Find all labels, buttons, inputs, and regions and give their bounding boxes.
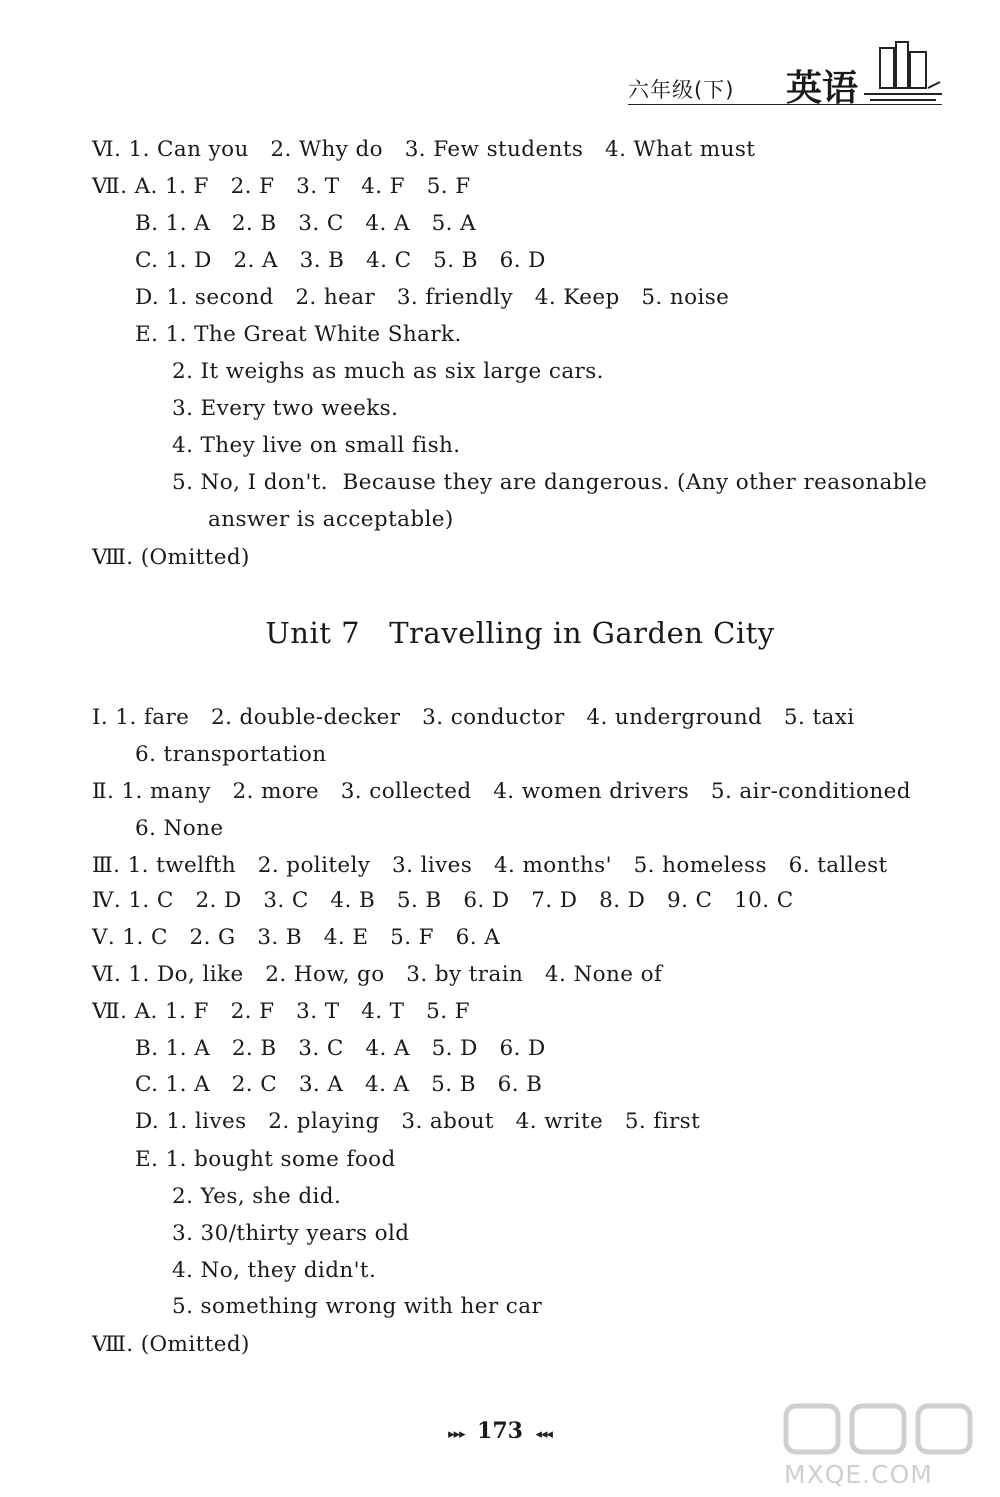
answer-line: C. 1. A 2. C 3. A 4. A 5. B 6. B [135, 1072, 543, 1097]
answer-line: Ⅵ. 1. Do, like 2. How, go 3. by train 4. None of [92, 962, 663, 987]
answer-line: D. 1. second 2. hear 3. friendly 4. Keep 5. noise [135, 285, 730, 310]
answer-line: C. 1. D 2. A 3. B 4. C 5. B 6. D [135, 248, 546, 273]
answer-line: 5. something wrong with her car [172, 1294, 543, 1319]
answer-line: Ⅳ. 1. C 2. D 3. C 4. B 5. B 6. D 7. D 8. D 9. C 10. C [92, 888, 794, 913]
watermark [780, 1400, 990, 1492]
answer-line: 2. Yes, she did. [172, 1184, 342, 1209]
answer-line: Ⅶ. A. 1. F 2. F 3. T 4. F 5. F [92, 174, 471, 199]
books-icon [860, 38, 946, 104]
grade-label: 六年级(下) [628, 78, 735, 102]
right-arrows-icon: ▸▸▸ [448, 1427, 465, 1442]
answer-line: Ⅵ. 1. Can you 2. Why do 3. Few students 4. What must [92, 137, 756, 162]
page-header [620, 38, 950, 110]
answer-line: Ⅷ. (Omitted) [92, 545, 250, 570]
subject-label: 英语 [786, 68, 859, 109]
answer-line: B. 1. A 2. B 3. C 4. A 5. D 6. D [135, 1036, 546, 1061]
answer-line: 4. No, they didn't. [172, 1258, 377, 1283]
answer-line: 2. It weighs as much as six large cars. [172, 359, 604, 384]
left-arrows-icon: ◂◂◂ [535, 1427, 552, 1442]
answer-line: E. 1. bought some food [135, 1147, 396, 1172]
answer-line: answer is acceptable) [208, 507, 454, 532]
answer-line: 6. transportation [135, 742, 327, 767]
answer-line: E. 1. The Great White Shark. [135, 322, 462, 347]
header-rule [628, 104, 942, 105]
answer-line: Ⅷ. (Omitted) [92, 1332, 250, 1357]
answer-line: 4. They live on small fish. [172, 433, 461, 458]
answer-line: Ⅲ. 1. twelfth 2. politely 3. lives 4. months' 5. homeless 6. tallest [92, 853, 888, 878]
answer-line: 6. None [135, 816, 224, 841]
answer-line: B. 1. A 2. B 3. C 4. A 5. A [135, 211, 477, 236]
answer-line: Ⅴ. 1. C 2. G 3. B 4. E 5. F 6. A [92, 925, 501, 950]
answer-line: D. 1. lives 2. playing 3. about 4. write 5. first [135, 1109, 701, 1134]
watermark-logo-icon [780, 1400, 980, 1458]
watermark-text: MXQE.COM [784, 1460, 933, 1489]
answer-line: Ⅶ. A. 1. F 2. F 3. T 4. T 5. F [92, 999, 470, 1024]
answer-line: Ⅰ. 1. fare 2. double-decker 3. conductor 4. underground 5. taxi [92, 705, 855, 730]
answer-line: 5. No, I don't. Because they are dangerous. (Any other reasonable [172, 470, 928, 495]
answer-line: 3. Every two weeks. [172, 396, 399, 421]
page-number: 173 [477, 1418, 523, 1444]
answer-line: Ⅱ. 1. many 2. more 3. collected 4. women drivers 5. air-conditioned [92, 779, 911, 804]
answer-line: 3. 30/thirty years old [172, 1221, 410, 1246]
unit-title: Unit 7 Travelling in Garden City [265, 616, 775, 650]
